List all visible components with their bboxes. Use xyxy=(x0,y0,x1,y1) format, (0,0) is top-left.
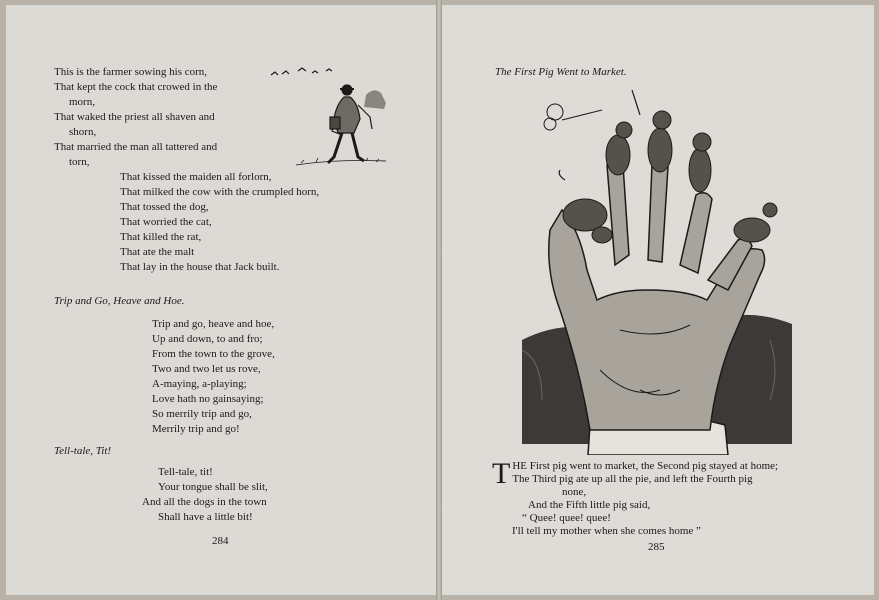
poem-line: And all the dogs in the town xyxy=(142,496,267,508)
poem-line: That waked the priest all shaven and xyxy=(54,111,215,123)
poem-line: That kissed the maiden all forlorn, xyxy=(120,171,272,183)
poem-line: That worried the cat, xyxy=(120,216,212,228)
poem-line: That lay in the house that Jack built. xyxy=(120,261,280,273)
telltale-poem xyxy=(142,465,268,525)
poem-line: I'll tell my mother when she comes home ” xyxy=(512,525,701,537)
poem-line: And the Fifth little pig said, xyxy=(528,499,651,511)
poem-line: That kept the cock that crowed in the xyxy=(54,81,218,93)
right-page xyxy=(442,5,874,595)
poem-line: The Third pig ate up all the pie, and left the Fourth pig xyxy=(512,473,753,485)
poem-line: Shall have a little bit! xyxy=(158,511,253,523)
poem-line: Merrily trip and go! xyxy=(152,423,240,435)
farmer-poem xyxy=(54,65,319,275)
telltale-poem-title: Tell-tale, Tit! xyxy=(54,445,112,457)
poem-line: none, xyxy=(562,486,587,498)
poem-line: HE First pig went to market, the Second pig stayed at home; xyxy=(512,460,779,472)
drop-cap: T xyxy=(492,457,511,490)
poem-line: Tell-tale, tit! xyxy=(158,466,213,478)
trip-poem xyxy=(152,317,275,437)
poem-line: “ Quee! quee! quee! xyxy=(522,512,611,524)
poem-line: That ate the malt xyxy=(120,246,195,258)
poem-line: Two and two let us rove, xyxy=(152,363,261,375)
poem-line: So merrily trip and go, xyxy=(152,408,252,420)
poem-line: This is the farmer sowing his corn, xyxy=(54,66,208,78)
poem-line: Your tongue shall be slit, xyxy=(158,481,268,493)
poem-line: Up and down, to and fro; xyxy=(152,333,263,345)
poem-line: morn, xyxy=(69,96,95,108)
hand-pigs-illustration xyxy=(520,90,795,455)
poem-line: That killed the rat, xyxy=(120,231,202,243)
pig-poem-title: The First Pig Went to Market. xyxy=(495,66,627,78)
pig-poem xyxy=(492,457,779,538)
poem-line: That milked the cow with the crumpled horn, xyxy=(120,186,320,198)
poem-line: torn, xyxy=(69,156,90,168)
poem-line: That married the man all tattered and xyxy=(54,141,218,153)
poem-line: From the town to the grove, xyxy=(152,348,275,360)
poem-line: shorn, xyxy=(69,126,97,138)
left-page xyxy=(6,5,436,595)
poem-line: That tossed the dog, xyxy=(120,201,209,213)
trip-poem-title: Trip and Go, Heave and Hoe. xyxy=(54,295,185,307)
poem-line: Trip and go, heave and hoe, xyxy=(152,318,275,330)
poem-line: Love hath no gainsaying; xyxy=(152,393,264,405)
page-number: 284 xyxy=(212,535,229,547)
poem-line: A-maying, a-playing; xyxy=(152,378,247,390)
page-number: 285 xyxy=(648,541,665,553)
